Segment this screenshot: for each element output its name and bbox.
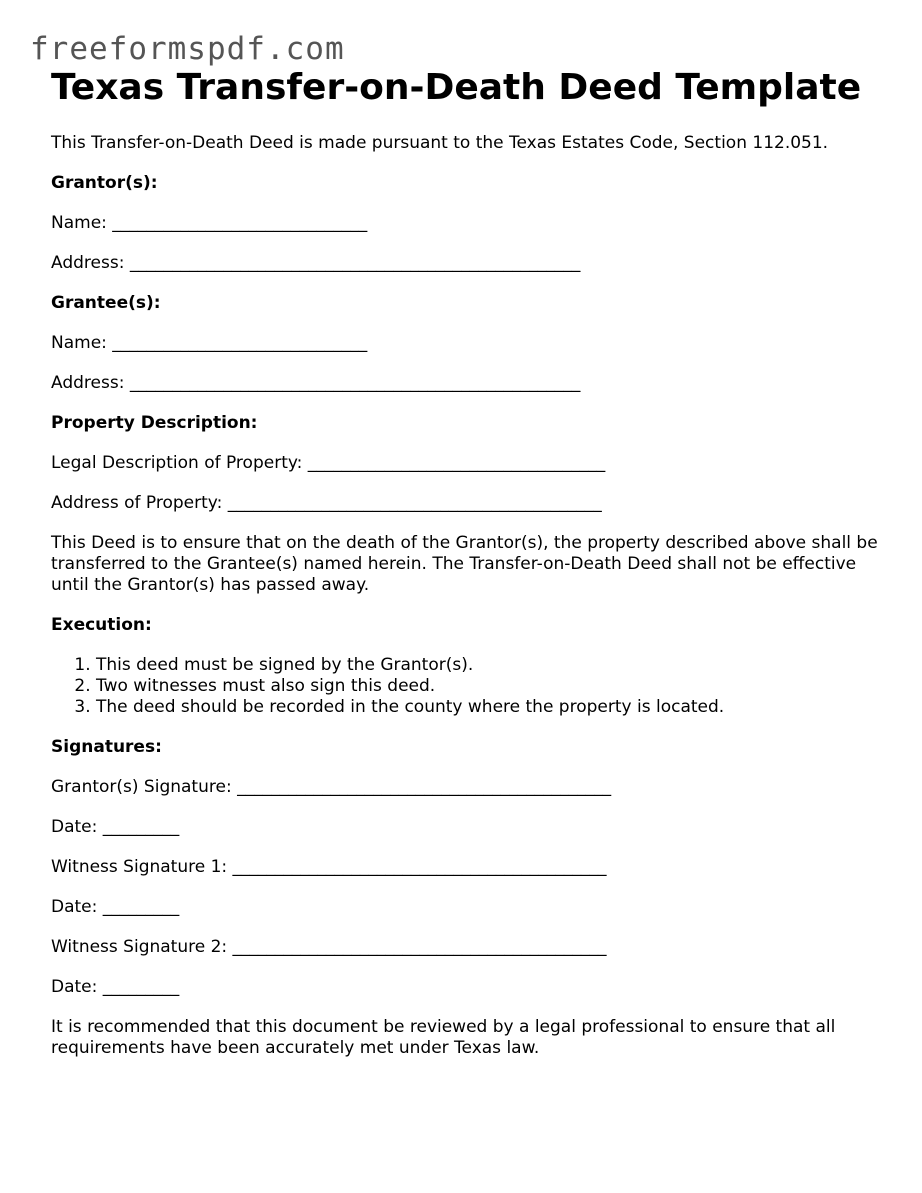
list-item: 2. Two witnesses must also sign this deed. — [96, 676, 881, 697]
execution-list — [51, 655, 881, 718]
closing-note: It is recommended that this document be reviewed by a legal professional to ensure that all requirements have been accurately met under Texas law. — [51, 1017, 836, 1058]
grantor-address-field[interactable]: Address: _____________________________________________________ — [51, 253, 581, 273]
watermark: freeformspdf.com — [30, 31, 345, 67]
witness-1-date-field[interactable]: Date: _________ — [51, 897, 180, 917]
grantee-address-field[interactable]: Address: _____________________________________________________ — [51, 373, 581, 393]
grantee-name-field[interactable]: Name: ______________________________ — [51, 333, 368, 353]
grantee-heading: Grantee(s): — [51, 293, 161, 313]
witness-2-signature-field[interactable]: Witness Signature 2: ____________________________________________ — [51, 937, 607, 957]
page-title: Texas Transfer-on-Death Deed Template — [51, 67, 862, 108]
intro-paragraph: This Transfer-on-Death Deed is made pursuant to the Texas Estates Code, Section 112.051. — [51, 133, 829, 153]
grantor-name-field[interactable]: Name: ______________________________ — [51, 213, 368, 233]
grantor-heading: Grantor(s): — [51, 173, 158, 193]
witness-1-signature-field[interactable]: Witness Signature 1: ____________________________________________ — [51, 857, 607, 877]
grantor-date-field[interactable]: Date: _________ — [51, 817, 180, 837]
list-item: 1. This deed must be signed by the Grantor(s). — [96, 655, 881, 676]
property-heading: Property Description: — [51, 413, 258, 433]
property-legal-description-field[interactable]: Legal Description of Property: ___________________________________ — [51, 453, 606, 473]
grantor-signature-field[interactable]: Grantor(s) Signature: ____________________________________________ — [51, 777, 612, 797]
execution-heading: Execution: — [51, 615, 152, 635]
deed-statement-paragraph: This Deed is to ensure that on the death of the Grantor(s), the property described above shall be transferred to the Grantee(s) named herein. The Transfer-on-Death Deed shall not be effective until the Grantor(s) has passed away. — [51, 533, 878, 595]
signatures-heading: Signatures: — [51, 737, 162, 757]
property-address-field[interactable]: Address of Property: ____________________________________________ — [51, 493, 602, 513]
list-item: 3. The deed should be recorded in the county where the property is located. — [96, 697, 881, 718]
witness-2-date-field[interactable]: Date: _________ — [51, 977, 180, 997]
document-body — [51, 133, 881, 1078]
